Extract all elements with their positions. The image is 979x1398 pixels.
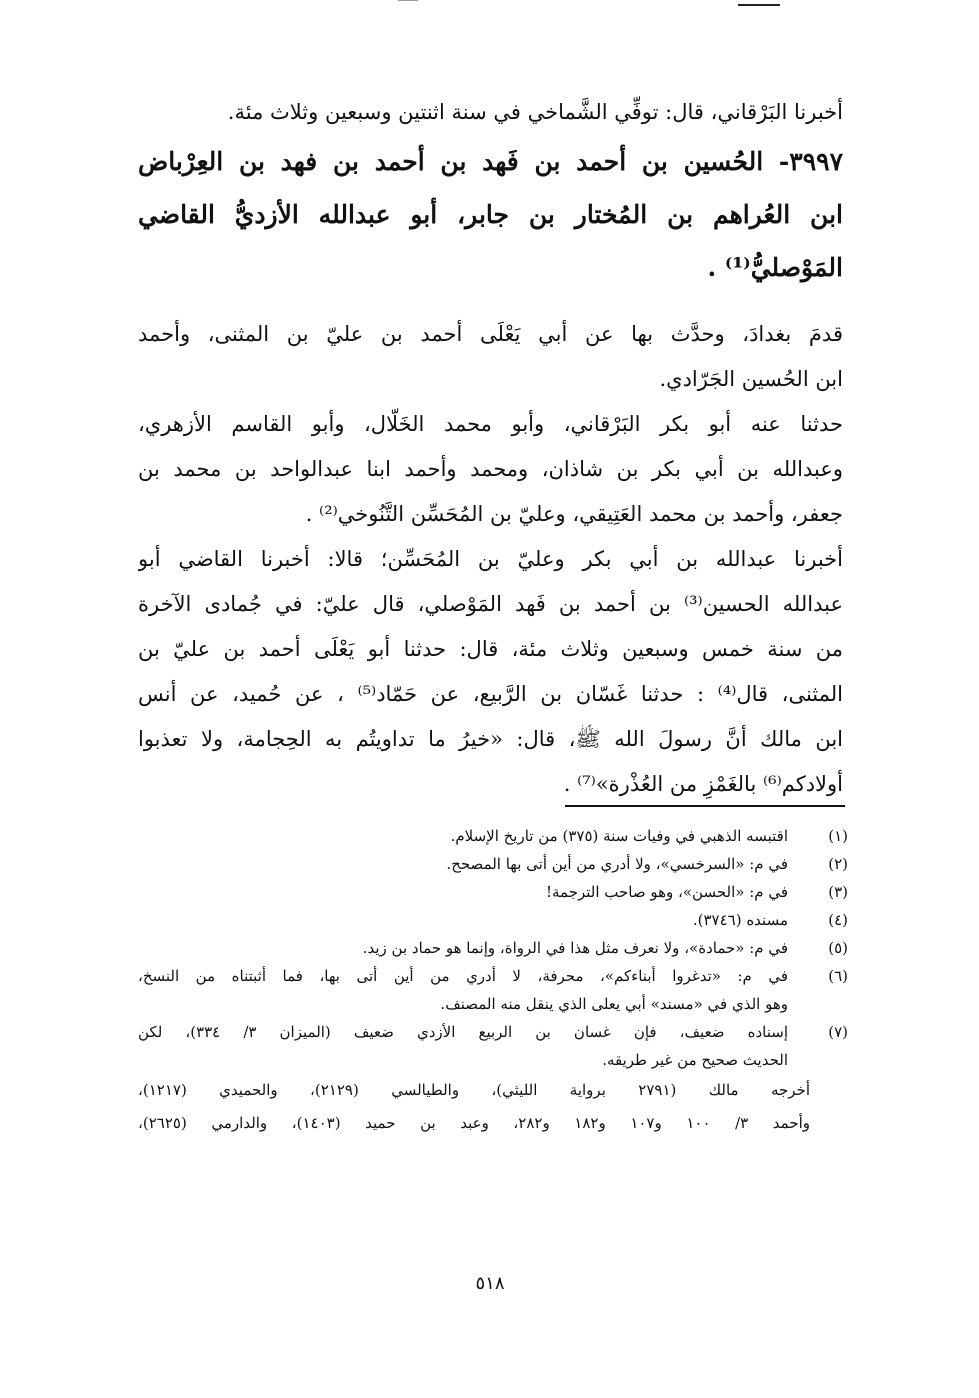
footnote-text-continued: الحديث صحيح من غير طريقه. <box>602 1051 788 1069</box>
footnotes <box>138 822 848 1140</box>
entry-heading-line: المَوْصليُّ⁽¹⁾ . <box>707 253 843 282</box>
text-line: أخبرنا عبدالله بن أبي بكر وعليّ بن المُحَسِّن؛ قالا: أخبرنا القاضي أبو <box>138 547 843 571</box>
footnote-text: مسنده (٣٧٤٦). <box>692 911 788 929</box>
text-line: المثنى، قال⁽⁴⁾ : حدثنا غَسّان بن الرَّبيع، عن حَمّاد⁽⁵⁾ ، عن حُميد، عن أنس <box>138 682 843 706</box>
footnote <box>138 822 848 850</box>
footnote-text-continued: وهو الذي في «مسند» أبي يعلى الذي ينقل منه المصنف. <box>440 995 788 1013</box>
footnote-number: (٧) <box>828 1023 848 1041</box>
footnote-number: (١) <box>828 827 848 845</box>
footnote-number: (٣) <box>828 883 848 901</box>
footnote-text: في م: «الحسن»، وهو صاحب الترجمة! <box>545 883 788 901</box>
text-line: ابن الحُسين الجَرّادي. <box>659 367 843 391</box>
footnote-text: في م: «حمادة»، ولا نعرف مثل هذا في الرواة، وإنما هو حماد بن زيد. <box>362 939 788 957</box>
footnote <box>138 850 848 878</box>
footnote <box>138 1018 848 1074</box>
top-edge-mark <box>398 0 418 1</box>
footnote <box>138 934 848 962</box>
text-line: وعبدالله بن أبي بكر بن شاذان، ومحمد وأحمد ابنا عبدالواحد بن محمد بن <box>138 457 843 481</box>
footnote <box>138 906 848 934</box>
footnote-extra-line: أخرجه مالك (٢٧٩١ برواية الليثي)، والطيالسي (٢١٢٩)، والحميدي (١٢١٧)، <box>138 1081 810 1099</box>
text-line: جعفر، وأحمد بن محمد العَتِيقي، وعليّ بن المُحَسِّن التَّنُوخي⁽²⁾ . <box>305 502 843 526</box>
footnote-text: في م: «تدغروا أبناءكم»، محرفة، لا أدري من أين أتى بها، فما أثبتناه من النسخ، <box>138 967 788 985</box>
footnote <box>138 962 848 1018</box>
text-line: ابن مالك أنَّ رسولَ الله ﷺ، قال: «خيرُ ما تداويتُم به الحِجامة، ولا تعذبوا <box>138 727 843 751</box>
footnote-text: إسناده ضعيف، فإن غسان بن الربيع الأزدي ضعيف (الميزان ٣/ ٣٣٤)، لكن <box>138 1023 789 1041</box>
text-line: أخبرنا البَرْقاني، قال: توفِّي الشَّماخي في سنة اثنتين وسبعين وثلاث مئة. <box>227 100 843 124</box>
text-line: من سنة خمس وسبعين وثلاث مئة، قال: حدثنا أبو يَعْلَى أحمد بن عليّ بن <box>138 637 843 661</box>
footnote-text: في م: «السرخسي»، ولا أدري من أين أتى بها المصحح. <box>446 855 788 873</box>
footnote-number: (٤) <box>828 911 848 929</box>
footnote-extra-line: وأحمد ٣/ ١٠٠ و١٠٧ و١٨٢ و٢٨٢، وعبد بن حميد (١٤٠٣)، والدارمي (٢٦٢٥)، <box>138 1114 811 1132</box>
footnote-separator <box>565 805 845 807</box>
text-line: حدثنا عنه أبو بكر البَرْقاني، وأبو محمد الخَلّال، وأبو القاسم الأزهري، <box>138 412 843 436</box>
footnote-number: (٦) <box>828 967 848 985</box>
entry-heading-line: ٣٩٩٧- الحُسين بن أحمد بن فَهد بن أحمد بن فهد بن العِرْباض <box>138 147 843 176</box>
footnote-number: (٢) <box>828 855 848 873</box>
footnote <box>138 878 848 906</box>
text-line: أولادكم⁽⁶⁾ بالغَمْزِ من العُذْرة»⁽⁷⁾ . <box>563 772 843 796</box>
text-line: قدمَ بغدادَ، وحدَّث بها عن أبي يَعْلَى أحمد بن عليّ بن المثنى، وأحمد <box>138 322 843 346</box>
footnote-number: (٥) <box>828 939 848 957</box>
entry-heading-line: ابن العُراهم بن المُختار بن جابر، أبو عبدالله الأزديُّ القاضي <box>138 200 843 229</box>
text-line: عبدالله الحسين⁽³⁾ بن أحمد بن فَهد المَوْصلي، قال عليّ: في جُمادى الآخرة <box>138 592 843 616</box>
footnote-text: اقتبسه الذهبي في وفيات سنة (٣٧٥) من تاريخ الإسلام. <box>450 827 788 845</box>
top-rule <box>738 4 780 6</box>
main-text <box>138 90 843 807</box>
page-number: ٥١٨ <box>475 1273 505 1294</box>
